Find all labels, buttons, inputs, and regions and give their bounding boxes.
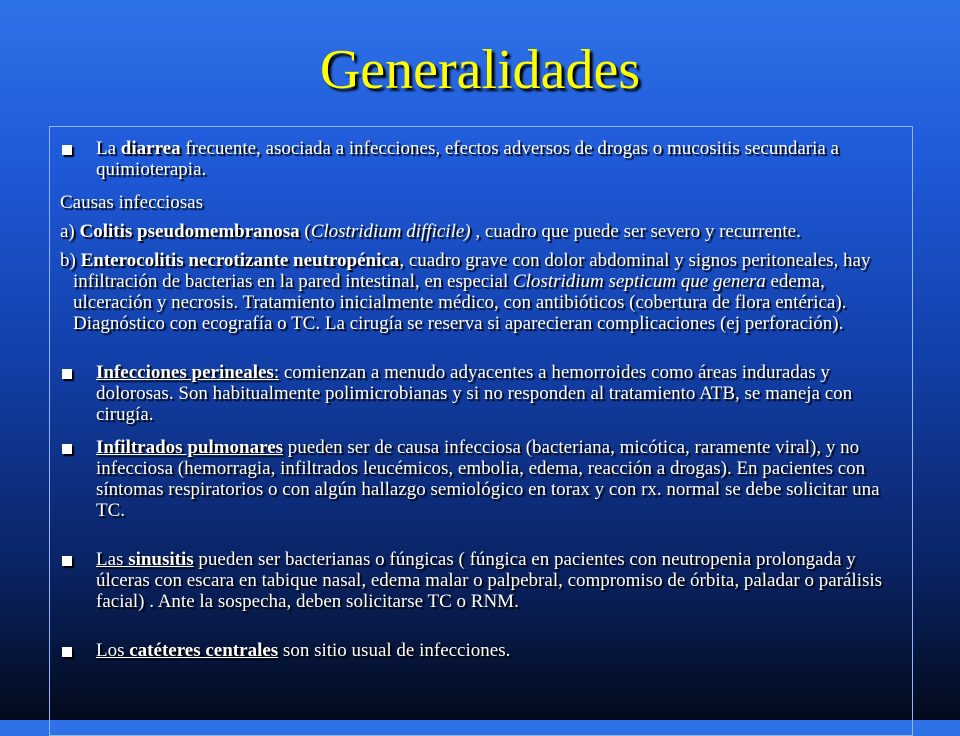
square-bullet-icon xyxy=(62,647,72,657)
term-colitis: Colitis pseudomembranosa xyxy=(79,221,300,242)
text-body: , cuadro grave con dolor abdominal y signos peritoneales, hay infiltración de bacterias en la pared intestinal, en especial xyxy=(73,250,871,292)
bullet-text xyxy=(96,437,900,521)
text-body: frecuente, asociada a infecciones, efectos adversos de drogas o mucositis secundaria a quimioterapia. xyxy=(96,138,839,180)
bullet-sinusitis xyxy=(60,549,900,612)
square-bullet-icon xyxy=(62,369,72,379)
bullet-diarrea xyxy=(60,138,900,180)
text-prefix: Los xyxy=(96,640,130,661)
text-paren: ( xyxy=(299,221,311,242)
cause-a xyxy=(60,221,900,242)
term-catheters: catéteres centrales xyxy=(129,640,279,661)
text-prefix: a) xyxy=(60,221,80,242)
text-prefix: b) xyxy=(60,250,81,271)
text-body: , cuadro que puede ser severo y recurrente. xyxy=(470,221,801,242)
term-pulmonary: Infiltrados pulmonares xyxy=(96,437,284,458)
term-perineal: Infecciones perineales xyxy=(96,362,274,383)
bullet-catheters xyxy=(60,640,900,661)
square-bullet-icon xyxy=(62,556,72,566)
bullet-text xyxy=(96,640,900,661)
cause-b xyxy=(60,250,900,334)
slide-title: Generalidades xyxy=(319,39,641,101)
bullet-text xyxy=(96,362,900,425)
organism-name: Clostridium septicum que genera xyxy=(512,271,766,292)
slide-body xyxy=(60,138,900,661)
text-body: son sitio usual de infecciones. xyxy=(278,640,511,661)
term-diarrea: diarrea xyxy=(120,138,181,159)
text-prefix: La xyxy=(96,138,121,159)
organism-name: Clostridium difficile) xyxy=(310,221,471,242)
text-colon: : xyxy=(273,362,280,383)
bullet-perineal xyxy=(60,362,900,425)
bullet-text xyxy=(96,138,900,180)
text-body: pueden ser de causa infecciosa (bacteriana, micótica, raramente viral), y no infecciosa (hemorragia, infiltrados leucémicos, embolia, edema, reacción a drogas). En pacientes con síntomas respiratorios o con algún hallazgo semiológico en torax y con rx. normal se debe solicitar una TC. xyxy=(96,437,880,521)
bullet-pulmonary xyxy=(60,437,900,521)
text-body: comienzan a menudo adyacentes a hemorroides como áreas induradas y dolorosas. Son habitualmente polimicrobianas y si no responden al tratamiento ATB, se maneja con cirugía. xyxy=(96,362,853,425)
square-bullet-icon xyxy=(62,145,72,155)
term-sinusitis: sinusitis xyxy=(128,549,194,570)
text-body: pueden ser bacterianas o fúngicas ( fúngica en pacientes con neutropenia prolongada y úlceras con escara en tabique nasal, edema malar o palpebral, compromiso de órbita, paladar o parálisis facial) . Ante la sospecha, deben solicitarse TC o RNM. xyxy=(96,549,883,612)
text-body-continued: edema, ulceración y necrosis. Tratamiento inicialmente médico, con antibióticos (cobertura de flora entérica). Diagnóstico con ecografía o TC. La cirugía se reserva si aparecieran complicaciones (ej perforación). xyxy=(73,271,847,334)
term-enterocolitis: Enterocolitis necrotizante neutropénica xyxy=(80,250,400,271)
text-prefix: Las xyxy=(96,549,129,570)
causes-heading: Causas infecciosas xyxy=(60,192,203,213)
square-bullet-icon xyxy=(62,444,72,454)
bullet-text xyxy=(96,549,900,612)
